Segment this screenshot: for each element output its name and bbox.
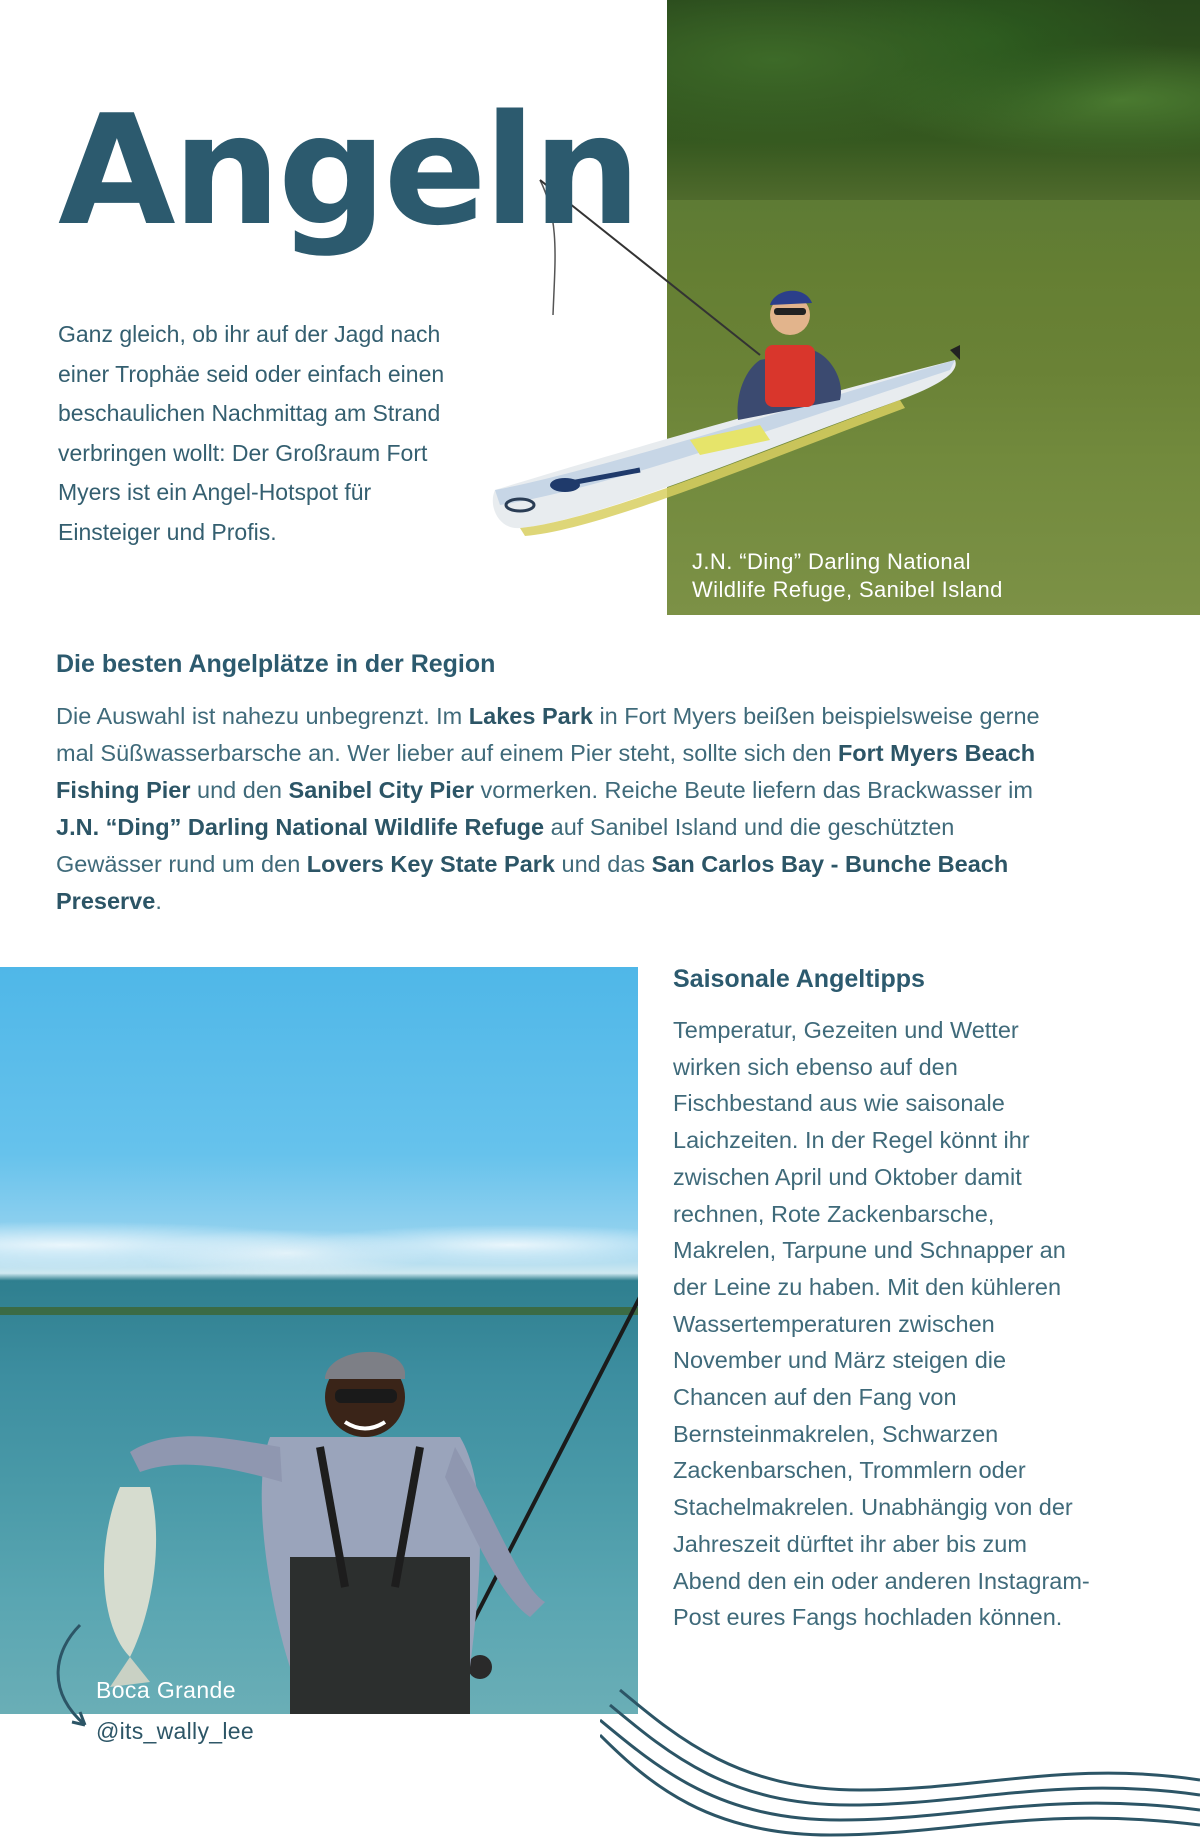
place-name: Fort Myers Beach Fishing Pier	[56, 740, 1036, 803]
place-name: J.N. “Ding” Darling National Wildlife Refuge	[56, 814, 545, 840]
text-segment: und den	[190, 777, 289, 803]
text-segment: auf Sanibel Island und die geschützten Gewässer rund um den	[56, 814, 955, 877]
text-segment: in Fort Myers beißen beispielsweise gerne mal Süßwasserbarsche an. Wer lieber auf einem Pier steht, sollte sich den	[56, 703, 1040, 766]
intro-text: Ganz gleich, ob ihr auf der Jagd nach einer Trophäe seid oder einfach einen beschaulichen Nachmittag am Strand verbringen wollt: Der Großraum Fort Myers ist ein Angel-Hotspot für Einsteiger und Profis.	[58, 321, 445, 545]
season-paragraph: Temperatur, Gezeiten und Wetter wirken sich ebenso auf den Fischbestand aus wie saisonale Laichzeiten. In der Regel könnt ihr zwischen April und Oktober damit rechnen, Rote Zackenbarsche, Makrelen, Tarpune und Schnapper an der Leine zu haben. Mit den kühleren Wassertemperaturen zwischen November und März steigen die Chancen auf den Fang von Bernsteinmakrelen, Schwarzen Zackenbarschen, Trommlern oder Stachelmakrelen. Unabhängig von der Jahreszeit dürftet ihr aber bis zum Abend den ein oder anderen Instagram-Post eures Fangs hochladen können.	[673, 1017, 1090, 1631]
photo-caption-top	[692, 548, 1003, 604]
place-name: Lakes Park	[468, 703, 593, 729]
page-title: Angeln	[58, 82, 639, 259]
text-segment: vormerken. Reiche Beute liefern das Brackwasser im	[473, 777, 1033, 803]
text-segment: Die Auswahl ist nahezu unbegrenzt. Im	[56, 703, 469, 729]
text-segment: .	[155, 888, 162, 914]
decorative-waves	[600, 1680, 1200, 1840]
place-name: San Carlos Bay - Bunche Beach Preserve	[56, 851, 1009, 914]
mangrove-foliage	[667, 0, 1200, 200]
kayak-photo	[667, 0, 1200, 615]
photo-credit-handle: @its_wally_lee	[96, 1718, 254, 1744]
fisherman-illustration	[0, 967, 638, 1714]
spots-paragraph	[56, 698, 1056, 920]
text-segment: und das	[554, 851, 652, 877]
caption-line-2: Wildlife Refuge, Sanibel Island	[692, 577, 1003, 602]
caption-line-1: J.N. “Ding” Darling National	[692, 549, 971, 574]
place-name: Lovers Key State Park	[306, 851, 555, 877]
section-heading-season: Saisonale Angeltipps	[673, 965, 925, 993]
photo-caption-location: Boca Grande	[96, 1677, 236, 1703]
place-name: Sanibel City Pier	[288, 777, 474, 803]
section-heading-spots: Die besten Angelplätze in der Region	[56, 650, 496, 678]
